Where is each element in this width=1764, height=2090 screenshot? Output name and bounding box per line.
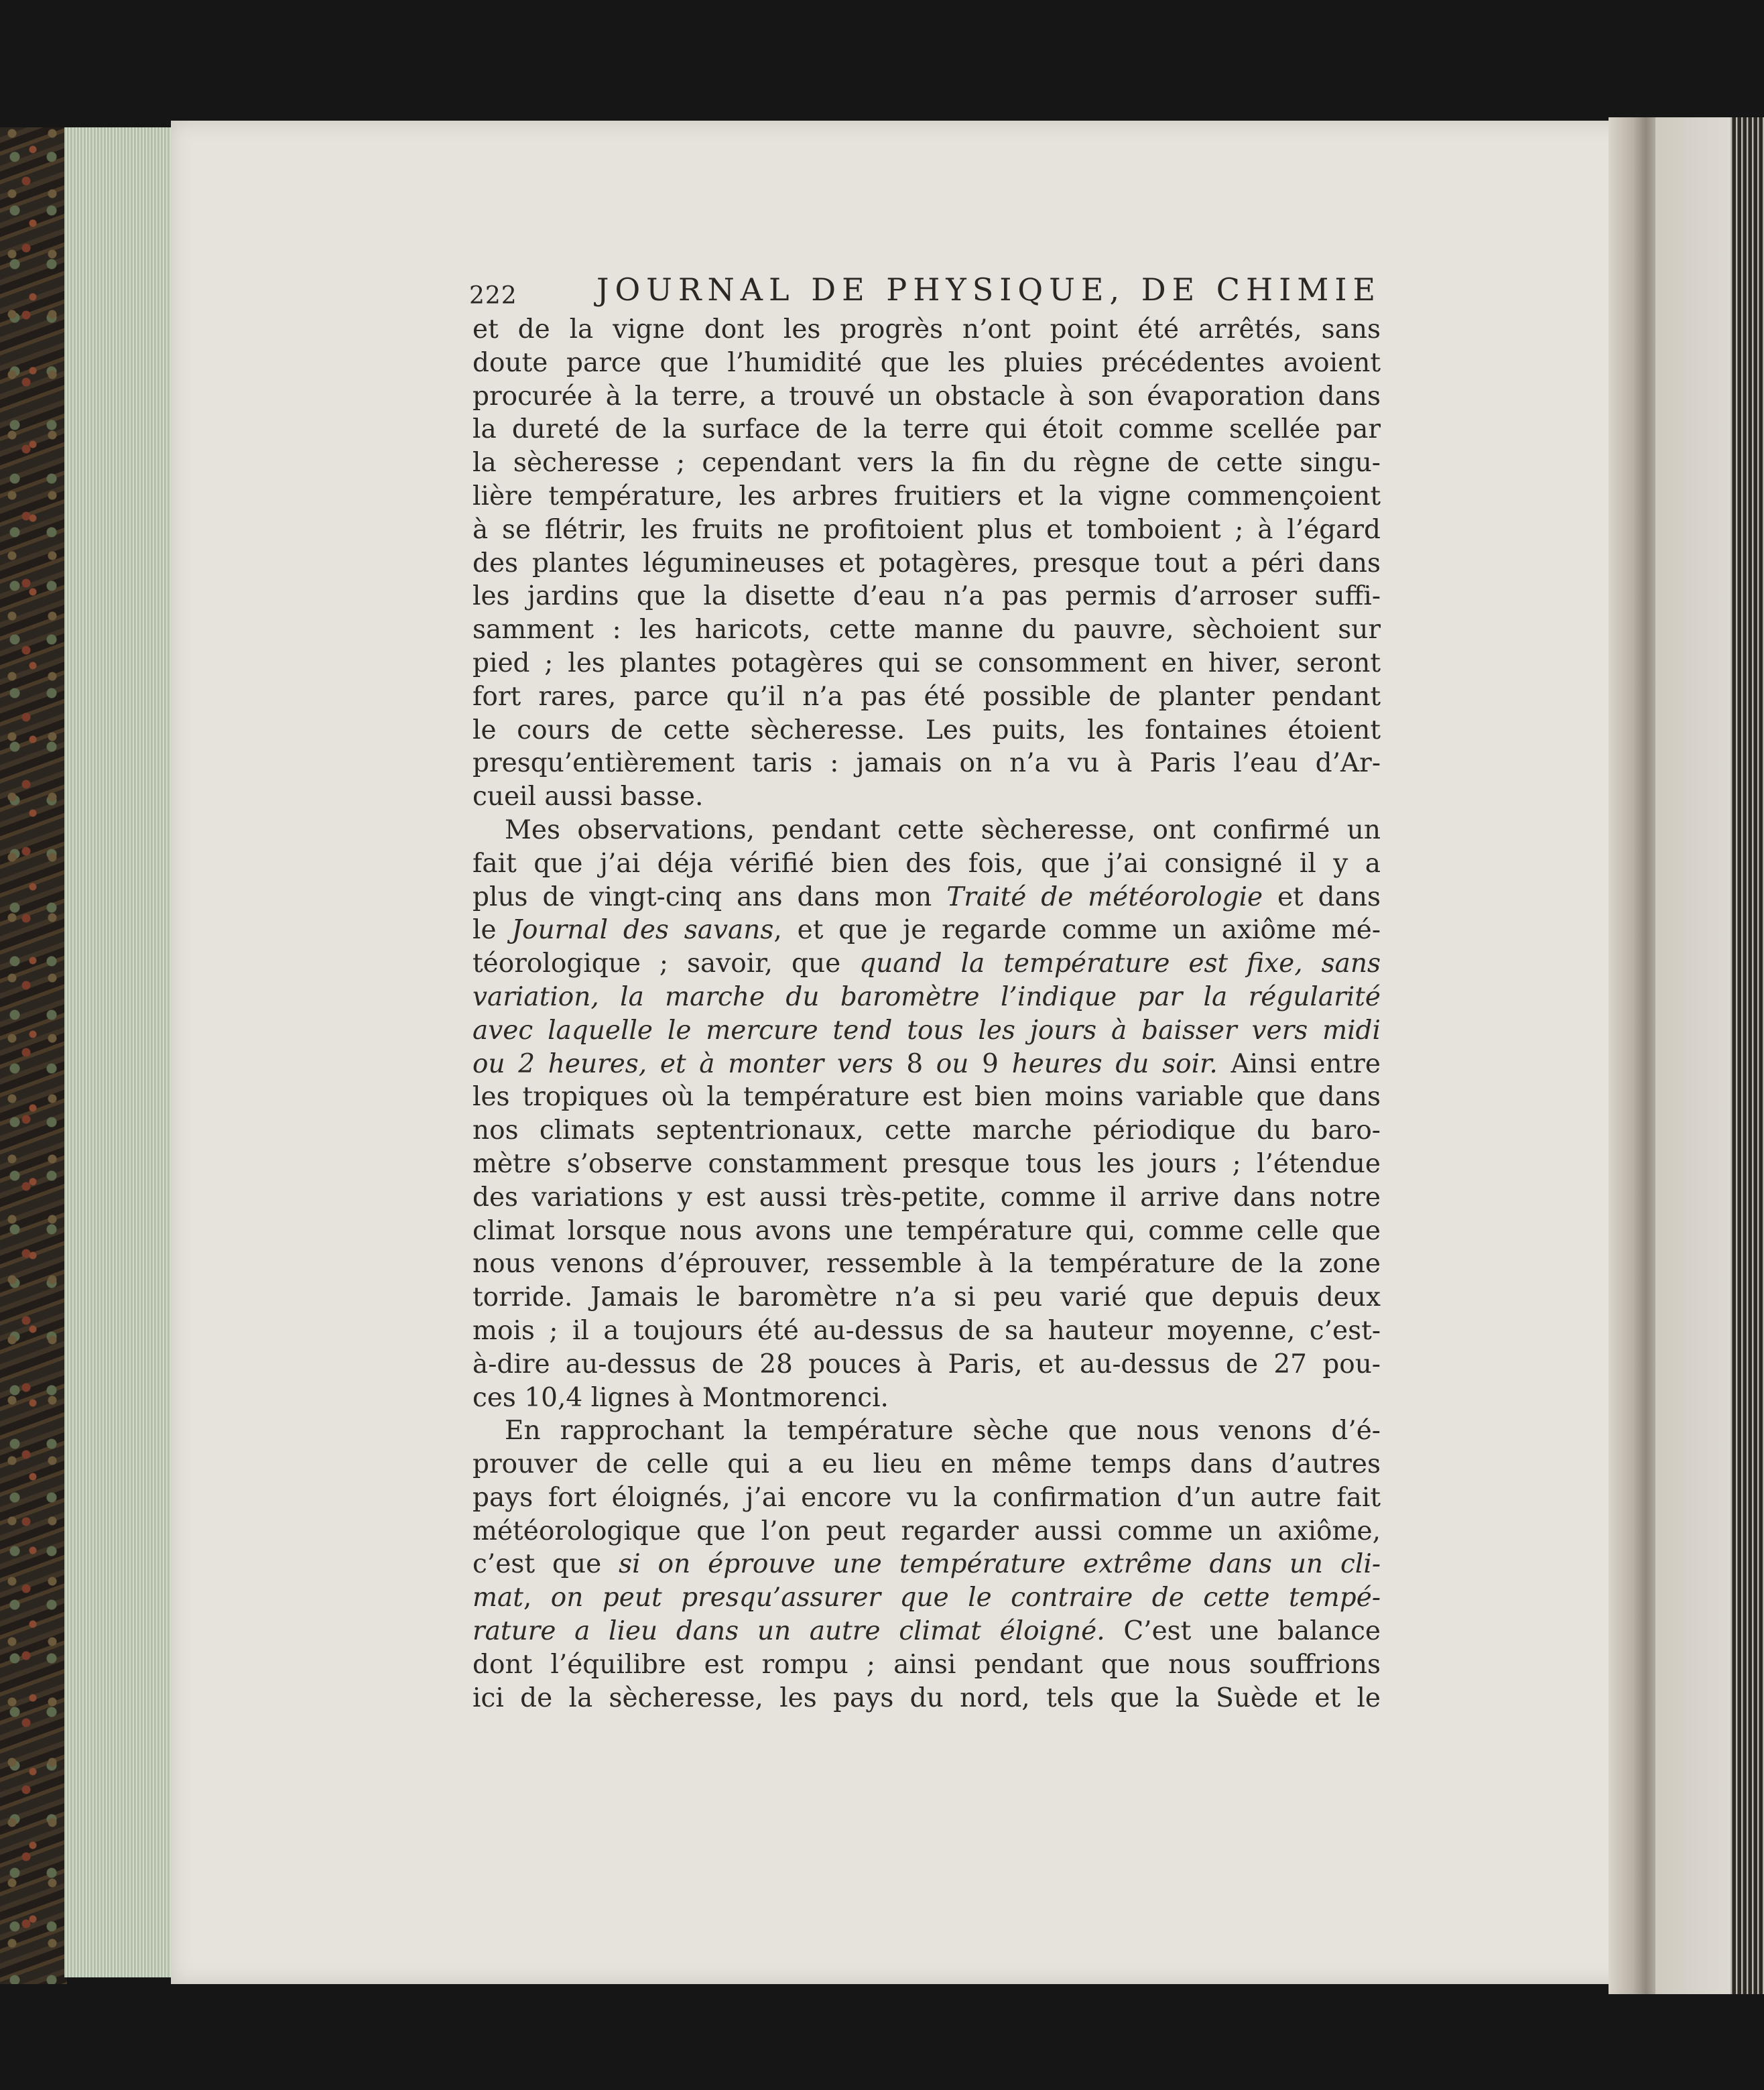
- text-line: [472, 1481, 1381, 1515]
- text-run: des variations y est aussi très-petite, comme il arrive dans notre: [472, 1182, 1381, 1213]
- paragraph: [472, 313, 1381, 814]
- text-run: cueil aussi basse.: [472, 782, 704, 812]
- italic-text: variation, la marche du baromètre l’indique par la régularité: [472, 981, 1381, 1012]
- text-line: [472, 1314, 1381, 1348]
- text-run: fait que j’ai déja vérifié bien des fois, que j’ai consigné il y a: [472, 848, 1381, 879]
- running-head-title: JOURNAL DE PHYSIQUE, DE CHIMIE: [596, 271, 1382, 308]
- text-line: [472, 513, 1381, 547]
- text-run: météorologique que l’on peut regarder aussi comme un axiôme,: [472, 1516, 1381, 1546]
- text-run: nos climats septentrionaux, cette marche périodique du baro-: [472, 1115, 1381, 1146]
- book-cover-left: [0, 127, 67, 1984]
- text-line: [472, 1048, 1381, 1081]
- text-line: [472, 1682, 1381, 1715]
- text-line: [472, 1081, 1381, 1114]
- text-run: doute parce que l’humidité que les pluies précédentes avoient: [472, 347, 1381, 378]
- text-line: [472, 780, 1381, 814]
- text-run: ,: [523, 1583, 551, 1613]
- text-line: [472, 1114, 1381, 1148]
- text-run: samment : les haricots, cette manne du pauvre, sèchoient sur: [472, 615, 1381, 646]
- page-edges-left: [64, 127, 185, 1977]
- text-line: [472, 814, 1381, 847]
- text-line: [472, 1014, 1381, 1048]
- text-run: ici de la sècheresse, les pays du nord, tels que la Suède et le: [472, 1682, 1381, 1713]
- text-run: mètre s’observe constamment presque tous les jours ; l’étendue: [472, 1148, 1381, 1179]
- text-run: ces 10,4 lignes à Montmorenci.: [472, 1382, 889, 1413]
- text-line: [472, 647, 1381, 680]
- text-run: à se flétrir, les fruits ne profitoient plus et tomboient ; à l’égard: [472, 514, 1381, 545]
- text-line: [472, 1515, 1381, 1548]
- text-run: les jardins que la disette d’eau n’a pas permis d’arroser suffi-: [472, 581, 1381, 612]
- text-run: nous venons d’éprouver, ressemble à la température de la zone: [472, 1249, 1381, 1280]
- text-run: 8: [906, 1048, 924, 1079]
- text-run: Ainsi entre: [1217, 1048, 1381, 1079]
- text-run: les tropiques où la température est bien moins variable que dans: [472, 1082, 1381, 1113]
- text-run: presqu’entièrement taris : jamais on n’a vu à Paris l’eau d’Ar-: [472, 748, 1381, 779]
- italic-text: Journal des savans: [511, 915, 774, 946]
- text-line: [472, 446, 1381, 480]
- italic-text: heures du soir.: [998, 1048, 1218, 1079]
- text-line: [472, 1381, 1381, 1415]
- text-line: [472, 380, 1381, 414]
- text-line: [472, 747, 1381, 780]
- text-line: [472, 981, 1381, 1014]
- text-run: pied ; les plantes potagères qui se consomment en hiver, seront: [472, 648, 1381, 678]
- text-run: , et que je regarde comme un axiôme mé-: [773, 915, 1381, 946]
- text-line: [472, 347, 1381, 380]
- text-line: [472, 547, 1381, 580]
- text-line: [472, 580, 1381, 613]
- text-line: [472, 1648, 1381, 1682]
- italic-text: Traité de météorologie: [946, 881, 1263, 912]
- text-line: [472, 1215, 1381, 1248]
- text-run: climat lorsque nous avons une température qui, comme celle que: [472, 1215, 1381, 1246]
- page-edges-right: [1730, 117, 1764, 1994]
- italic-text: avec laquelle le mercure tend tous les jours à baisser vers midi: [472, 1015, 1381, 1046]
- text-line: [472, 1548, 1381, 1581]
- text-run: prouver de celle qui a eu lieu en même temps dans d’autres: [472, 1449, 1381, 1480]
- text-line: [472, 1615, 1381, 1648]
- text-run: téorologique ; savoir, que: [472, 948, 860, 979]
- text-run: c’est que: [472, 1549, 619, 1580]
- text-line: [472, 1247, 1381, 1281]
- book-gutter: [1609, 117, 1662, 1994]
- text-line: [472, 313, 1381, 347]
- text-line: [472, 480, 1381, 513]
- text-run: et dans: [1263, 881, 1381, 912]
- text-run: à-dire au-dessus de 28 pouces à Paris, et au-dessus de 27 pou-: [472, 1349, 1381, 1379]
- page-number: 222: [469, 282, 517, 310]
- paragraph: [472, 814, 1381, 1414]
- text-line: [472, 714, 1381, 747]
- text-run: le: [472, 915, 512, 946]
- italic-text: ou: [923, 1048, 983, 1079]
- text-line: [472, 1348, 1381, 1381]
- text-run: la dureté de la surface de la terre qui étoit comme scellée par: [472, 414, 1381, 445]
- text-line: [472, 413, 1381, 446]
- text-line: [472, 881, 1381, 914]
- italic-text: ou 2 heures, et à monter vers: [472, 1048, 907, 1079]
- text-run: C’est une balance: [1105, 1616, 1381, 1647]
- text-run: fort rares, parce qu’il n’a pas été possible de planter pendant: [472, 681, 1381, 712]
- text-run: 9: [982, 1048, 999, 1079]
- text-run: le cours de cette sècheresse. Les puits, les fontaines étoient: [472, 715, 1381, 745]
- text-line: [472, 1448, 1381, 1481]
- text-line: [472, 1281, 1381, 1314]
- italic-text: on peut presqu’assurer que le contraire de cette tempé-: [550, 1583, 1381, 1613]
- italic-text: quand la température est fixe, sans: [859, 948, 1381, 979]
- text-run: procurée à la terre, a trouvé un obstacle à son évaporation dans: [472, 381, 1381, 412]
- body-text: [472, 313, 1381, 1715]
- text-line: [472, 1148, 1381, 1181]
- text-run: dont l’équilibre est rompu ; ainsi pendant que nous souffrions: [472, 1649, 1381, 1680]
- text-line: [472, 680, 1381, 714]
- text-line: [472, 847, 1381, 881]
- italic-text: rature a lieu dans un autre climat éloigné.: [472, 1616, 1105, 1647]
- text-line: [472, 1181, 1381, 1215]
- text-run: En rapprochant la température sèche que nous venons d’é-: [505, 1416, 1381, 1447]
- text-run: plus de vingt-cinq ans dans mon: [472, 881, 947, 912]
- text-run: mois ; il a toujours été au-dessus de sa hauteur moyenne, c’est-: [472, 1315, 1381, 1346]
- text-run: la sècheresse ; cependant vers la fin du règne de cette singu-: [472, 448, 1381, 479]
- text-line: [472, 613, 1381, 647]
- text-run: pays fort éloignés, j’ai encore vu la confirmation d’un autre fait: [472, 1482, 1381, 1513]
- text-run: des plantes légumineuses et potagères, presque tout a péri dans: [472, 548, 1381, 578]
- text-run: et de la vigne dont les progrès n’ont point été arrêtés, sans: [472, 314, 1381, 345]
- italic-text: si on éprouve une température extrême dans un cli-: [619, 1549, 1381, 1580]
- text-run: Mes observations, pendant cette sècheresse, ont confirmé un: [505, 814, 1381, 845]
- text-line: [472, 1414, 1381, 1448]
- text-line: [472, 914, 1381, 947]
- text-line: [472, 947, 1381, 981]
- text-line: [472, 1581, 1381, 1615]
- text-run: lière température, les arbres fruitiers et la vigne commençoient: [472, 481, 1381, 511]
- text-run: torride. Jamais le baromètre n’a si peu varié que depuis deux: [472, 1282, 1381, 1313]
- paragraph: [472, 1414, 1381, 1715]
- italic-text: mat: [472, 1583, 523, 1613]
